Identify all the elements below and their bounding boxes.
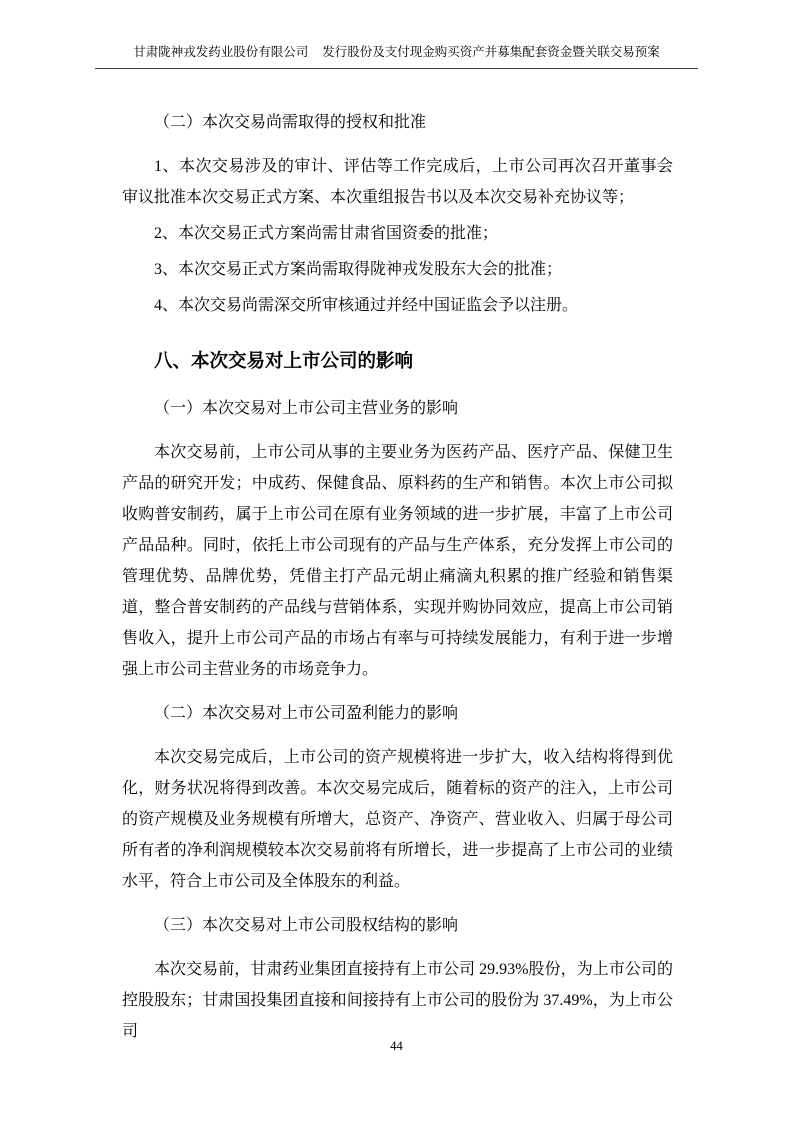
paragraph: 本次交易前，上市公司从事的主要业务为医药产品、医疗产品、保健卫生产品的研究开发；中成药、保健食品、原料药的生产和销售。本次上市公司拟收购普安制药，属于上市公司在原有业务领域的进一步扩展，丰富了上市公司产品品种。同时，依托上市公司现有的产品与生产体系，充分发挥上市公司的管理优势、品牌优势，凭借主打产品元胡止痛滴丸积累的推广经验和销售渠道，整合普安制药的产品线与营销体系，实现并购协同效应，提高上市公司销售收入，提升上市公司产品的市场占有率与可持续发展能力，有利于进一步增强上市公司主营业务的市场竞争力。	[122, 444, 673, 678]
section-heading: 八、本次交易对上市公司的影响	[154, 350, 414, 371]
list-paragraph: 3、本次交易正式方案尚需取得陇神戎发股东大会的批准；	[154, 261, 563, 278]
paragraph: 本次交易前，甘肃药业集团直接持有上市公司 29.93%股份，为上市公司的控股股东；甘肃国投集团直接和间接持有上市公司的股份为 37.49%，为上市公司	[122, 961, 673, 1040]
page-number: 44	[390, 1039, 403, 1053]
header-company-name: 甘肃陇神戎发药业股份有限公司	[133, 45, 309, 59]
subsection-heading: （二）本次交易对上市公司盈利能力的影响	[154, 705, 459, 722]
list-paragraph: 4、本次交易尚需深交所审核通过并经中国证监会予以注册。	[154, 297, 579, 314]
paragraph: 本次交易完成后，上市公司的资产规模将进一步扩大，收入结构将得到优化，财务状况将得到改善。本次交易完成后，随着标的资产的注入，上市公司的资产规模及业务规模有所增大，总资产、净资产、营业收入、归属于母公司所有者的净利润规模较本次交易前将有所增长，进一步提高了上市公司的业绩水平，符合上市公司及全体股东的利益。	[122, 749, 673, 890]
subsection-heading: （一）本次交易对上市公司主营业务的影响	[154, 400, 459, 417]
subsection-heading: （二）本次交易尚需取得的授权和批准	[154, 114, 427, 131]
subsection-heading: （三）本次交易对上市公司股权结构的影响	[154, 917, 459, 934]
page-header	[95, 44, 698, 69]
page-footer	[0, 1038, 793, 1054]
list-paragraph: 2、本次交易正式方案尚需甘肃省国资委的批准；	[154, 225, 499, 242]
list-paragraph: 1、本次交易涉及的审计、评估等工作完成后，上市公司再次召开董事会审议批准本次交易正式方案、本次重组报告书以及本次交易补充协议等；	[122, 158, 673, 206]
header-doc-title: 发行股份及支付现金购买资产并募集配套资金暨关联交易预案	[322, 45, 660, 59]
document-body	[122, 94, 673, 1052]
